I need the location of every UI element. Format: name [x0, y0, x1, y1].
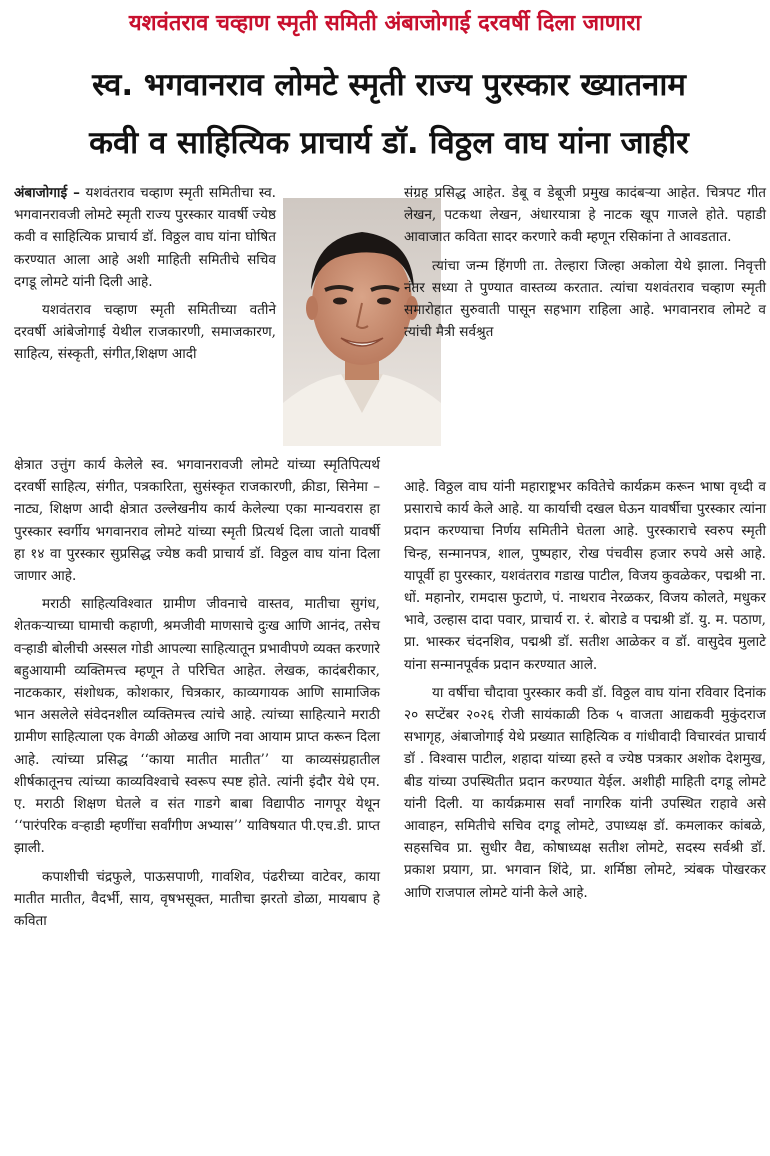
article-column-left: [14, 454, 380, 938]
paragraph-5-top: त्यांचा जन्म हिंगणी ता. तेल्हारा जिल्हा अकोला येथे झाला. निवृत्ती नंतर सध्या ते पुण्यात वास्तव्य करतात. त्यांचा यशवंतराव चव्हाण स्मृती समारोहात सुरुवाती पासून सहभाग राहिला आहे. भगवानराव लोमटे व त्यांची मैत्री सर्वश्रुत: [404, 257, 766, 341]
headline-line-1: स्व. भगवानराव लोमटे स्मृती राज्य पुरस्कार ख्यातनाम: [92, 67, 686, 103]
paragraph-5-rest: आहे. विठ्ठल वाघ यांनी महाराष्ट्रभर कवितेचे कार्यक्रम करून भाषा वृध्दी व प्रसाराचे कार्य केले आहे. या कार्याची दखल घेऊन यावर्षीचा पुरस्कार त्यांना प्रदान करण्याचा निर्णय समितीने घेतला आहे. पुरस्काराचे स्वरुप स्मृती चिन्ह, सन्मानपत्र, शाल, पुष्पहार, रोख पंचवीस हजार रुपये असे आहे. यापूर्वी हा पुरस्कार, यशवंतराव गडाख पाटील, विजय कुवळेकर, पद्मश्री ना. धों. महानोर, रामदास फुटाणे, पं. नाथराव नेरळकर, विजय कोलते, मधुकर भावे, उल्हास दादा पवार, प्राचार्य रा. रं. बोराडे व पद्मश्री डॉ. यु. म. पठाण, प्रा. भास्कर चंदनशिव, पद्मश्री डॉ. सतीश आळेकर व डॉ. वासुदेव मुलाटे यांना सन्मानपूर्वक प्रदान करण्यात आले.: [404, 479, 766, 673]
paragraph-1: [14, 182, 276, 293]
article-column-right: [404, 476, 766, 910]
kicker-heading: यशवंतराव चव्हाण स्मृती समिती अंबाजोगाई दरवर्षी दिला जाणारा: [128, 11, 642, 36]
paragraph-4-right: संग्रह प्रसिद्ध आहेत. डेबू व डेबूजी प्रमुख कादंबऱ्या आहेत. चित्रपट गीत लेखन, पटकथा लेखन, अंधारयात्रा हे नाटक खूप गाजले होते. पहाडी आवाजात कविता सादर करणारे कवी म्हणून रसिकांना ते आवडतात.: [404, 185, 766, 246]
dateline: अंबाजोगाई –: [14, 185, 80, 201]
paragraph-6: या वर्षीचा चौदावा पुरस्कार कवी डॉ. विठ्ठल वाघ यांना रविवार दिनांक २० सप्टेंबर २०२६ रोजी सायंकाळी ठिक ५ वाजता आद्यकवी मुकुंदराज सभागृह, अंबाजोगाई येथे प्रख्यात साहित्यिक व गांधीवादी विचारवंत प्राचार्य डॉ . विश्वास पाटील, शहादा यांच्या हस्ते व ज्येष्ठ पत्रकार अशोक देशमुख, बीड यांच्या उपस्थितीत प्रदान करण्यात येईल. अशीही माहिती दगडू लोमटे यांनी दिली. या कार्यक्रमास सर्वां नागरिक यांनी उपस्थित राहावे असे आवाहन, समितीचे सचिव दगडू लोमटे, उपाध्यक्ष डॉ. कमलाकर कांबळे, सहसचिव प्रा. सुधीर वैद्य, कोषाध्यक्ष सतीश लोमटे, सदस्य सर्वश्री डॉ. प्रकाश प्रयाग, प्रा. भगवान शिंदे, प्रा. शर्मिष्ठा लोमटे, त्र्यंबक पोखरकर आणि राजपाल लोमटे यांनी केले आहे.: [404, 684, 766, 901]
headline: [14, 56, 764, 172]
paragraph-1-text: यशवंतराव चव्हाण स्मृती समितीचा स्व. भगवानरावजी लोमटे स्मृती राज्य पुरस्कार यावर्षी ज्येष्ठ कवी व साहित्यिक प्राचार्य डॉ. विठ्ठल वाघ यांना घोषित करण्यात आला आहे अशी माहिती समितीचे सचिव दगडू लोमटे यांनी दिली आहे.: [14, 185, 276, 290]
paragraph-2-top: यशवंतराव चव्हाण स्मृती समितीच्या वतीने दरवर्षी आंबेजोगाई येथील राजकारणी, समाजकारण, साहित्य, संस्कृती, संगीत,शिक्षण आदी: [14, 302, 276, 363]
article-column-left-top: [14, 182, 276, 372]
paragraph-4-left: कपाशीची चंद्रफुले, पाऊसपाणी, गावशिव, पंढरीच्या वाटेवर, काया मातीत मातीत, वैदर्भी, साय, वृषभसूक्त, मातीचा झरतो डोळा, मायबाप हे कविता: [14, 868, 380, 930]
paragraph-2-rest: क्षेत्रात उत्तुंग कार्य केलेले स्व. भगवानरावजी लोमटे यांच्या स्मृतिपित्यर्थ दरवर्षी साहित्य, संगीत, पत्रकारिता, सुसंस्कृत राजकारणी, क्रीडा, सिनेमा – नाट्य, शिक्षण आदी क्षेत्रात उल्लेखनीय कार्य केलेल्या एका मान्यवरास हा पुरस्कार स्वर्गीय भगवानराव लोमटे यांच्या स्मृती प्रित्यर्थ दिला जातो यावर्षी हा १४ वा पुरस्कार सुप्रसिद्ध ज्येष्ठ कवी प्राचार्य डॉ. विठ्ठल वाघ यांना दिला जाणार आहे.: [14, 457, 380, 585]
headline-line-2: कवी व साहित्यिक प्राचार्य डॉ. विठ्ठल वाघ यांना जाहीर: [89, 125, 689, 161]
article-column-right-top: [404, 182, 766, 349]
paragraph-3: मराठी साहित्यविश्वात ग्रामीण जीवनाचे वास्तव, मातीचा सुगंध, शेतकऱ्याच्या घामाची कहाणी, श्रमजीवी माणसाचे दुःख आणि आनंद, तसेच वऱ्हाडी बोलीची अस्सल गोडी आपल्या साहित्यातून प्रभावीपणे व्यक्त करणारे बहुआयामी व्यक्तिमत्त्व म्हणून ते परिचित आहेत. लेखक, कादंबरीकार, नाटककार, संशोधक, कोशकार, चित्रकार, काव्यगायक आणि सामाजिक भान असलेले संवेदनशील व्यक्तिमत्त्व त्यांचे आहे. त्यांच्या साहित्याने मराठी ग्रामीण साहित्याला एक वेगळी ओळख आणि नवा आयाम प्राप्त करून दिला आहे. त्यांच्या प्रसिद्ध ‘‘काया मातीत मातीत’’ या काव्यसंग्रहातील शीर्षकातूनच त्यांच्या काव्यविश्वाचे स्वरूप स्पष्ट होते. त्यांनी इंदौर येथे एम. ए. मराठी शिक्षण घेतले व संत गाडगे बाबा विद्यापीठ नागपूर येथून ‘‘पारंपरिक वऱ्हाडी म्हणींचा सर्वांगीण अभ्यास’’ याविषयात पी.एच.डी. प्राप्त झाली.: [14, 596, 380, 857]
